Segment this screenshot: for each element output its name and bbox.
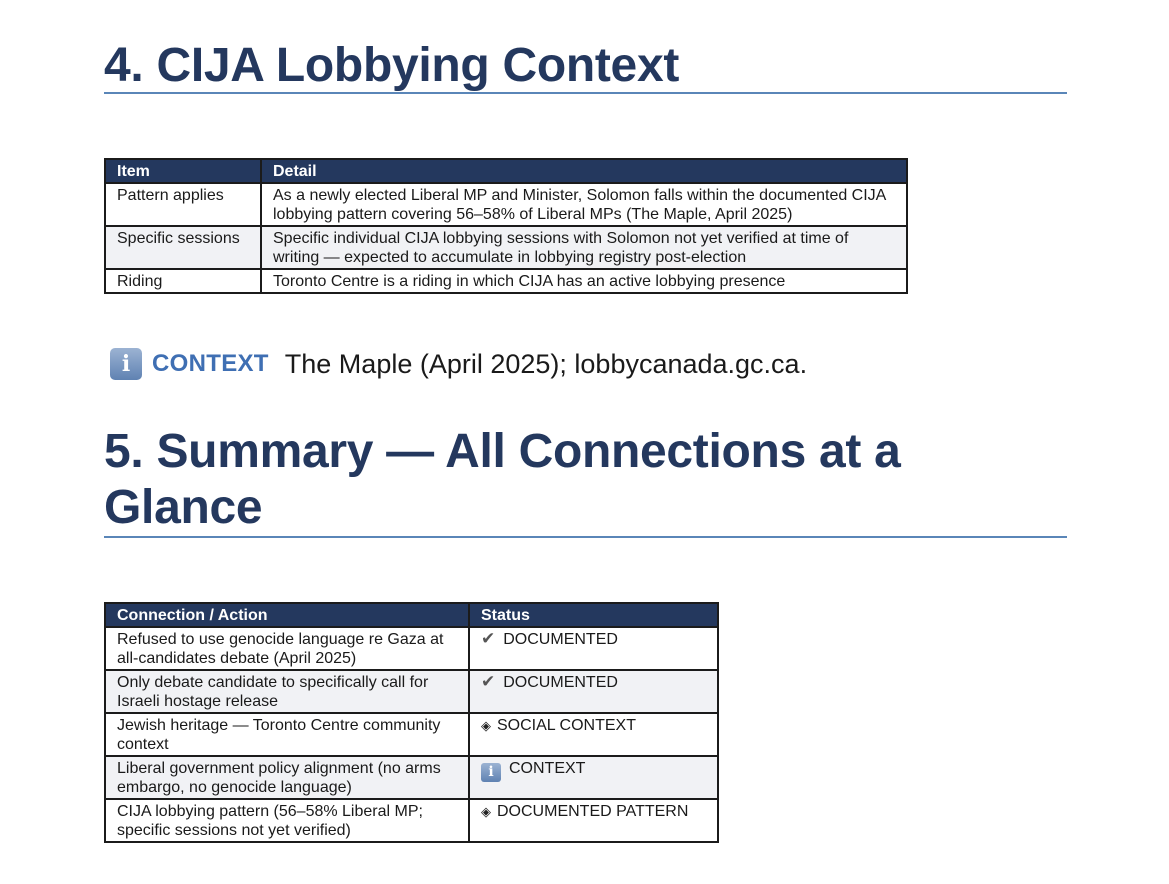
status-text: SOCIAL CONTEXT bbox=[497, 717, 636, 734]
section-5-rule bbox=[104, 536, 1067, 538]
check-icon: ✔ bbox=[481, 629, 496, 649]
info-icon: i bbox=[110, 348, 142, 380]
section-4-heading: 4. CIJA Lobbying Context bbox=[104, 39, 680, 92]
item-cell: Riding bbox=[105, 269, 261, 293]
info-icon: i bbox=[481, 763, 501, 782]
status-text: CONTEXT bbox=[509, 760, 586, 777]
table-header-row bbox=[105, 603, 718, 627]
detail-cell: As a newly elected Liberal MP and Minister, Solomon falls within the documented CIJA lobbying pattern covering 56–58% of Liberal MPs (The Maple, April 2025) bbox=[261, 183, 907, 226]
column-header-item: Item bbox=[105, 159, 261, 183]
table-row bbox=[105, 183, 907, 226]
diamond-icon: ◈ bbox=[481, 719, 491, 734]
table-row bbox=[105, 269, 907, 293]
detail-cell: Toronto Centre is a riding in which CIJA has an active lobbying presence bbox=[261, 269, 907, 293]
context-label: CONTEXT bbox=[152, 350, 269, 377]
status-cell bbox=[469, 799, 718, 842]
table-row bbox=[105, 627, 718, 670]
column-header-status: Status bbox=[469, 603, 718, 627]
item-cell: Specific sessions bbox=[105, 226, 261, 269]
table-row bbox=[105, 670, 718, 713]
context-note bbox=[110, 346, 807, 382]
column-header-detail: Detail bbox=[261, 159, 907, 183]
diamond-icon: ◈ bbox=[481, 805, 491, 820]
connection-cell: Only debate candidate to specifically call for Israeli hostage release bbox=[105, 670, 469, 713]
table-header-row bbox=[105, 159, 907, 183]
status-text: DOCUMENTED PATTERN bbox=[497, 803, 689, 820]
status-cell bbox=[469, 756, 718, 799]
table-row bbox=[105, 756, 718, 799]
connection-cell: Refused to use genocide language re Gaza at all-candidates debate (April 2025) bbox=[105, 627, 469, 670]
connection-cell: CIJA lobbying pattern (56–58% Liberal MP; specific sessions not yet verified) bbox=[105, 799, 469, 842]
column-header-connection: Connection / Action bbox=[105, 603, 469, 627]
summary-connections-table bbox=[104, 602, 719, 843]
table-row bbox=[105, 226, 907, 269]
connection-cell: Liberal government policy alignment (no arms embargo, no genocide language) bbox=[105, 756, 469, 799]
check-icon: ✔ bbox=[481, 672, 496, 692]
status-text: DOCUMENTED bbox=[503, 631, 618, 648]
lobbying-context-table bbox=[104, 158, 908, 294]
table-row bbox=[105, 799, 718, 842]
context-source-text: The Maple (April 2025); lobbycanada.gc.ca. bbox=[284, 348, 808, 379]
section-5-heading: 5. Summary — All Connections at a Glance bbox=[104, 425, 901, 534]
status-cell bbox=[469, 670, 718, 713]
section-4-rule bbox=[104, 92, 1067, 94]
status-cell bbox=[469, 713, 718, 756]
status-cell bbox=[469, 627, 718, 670]
item-cell: Pattern applies bbox=[105, 183, 261, 226]
table-row bbox=[105, 713, 718, 756]
connection-cell: Jewish heritage — Toronto Centre community context bbox=[105, 713, 469, 756]
detail-cell: Specific individual CIJA lobbying sessions with Solomon not yet verified at time of writing — expected to accumulate in lobbying registry post-election bbox=[261, 226, 907, 269]
status-text: DOCUMENTED bbox=[503, 674, 618, 691]
